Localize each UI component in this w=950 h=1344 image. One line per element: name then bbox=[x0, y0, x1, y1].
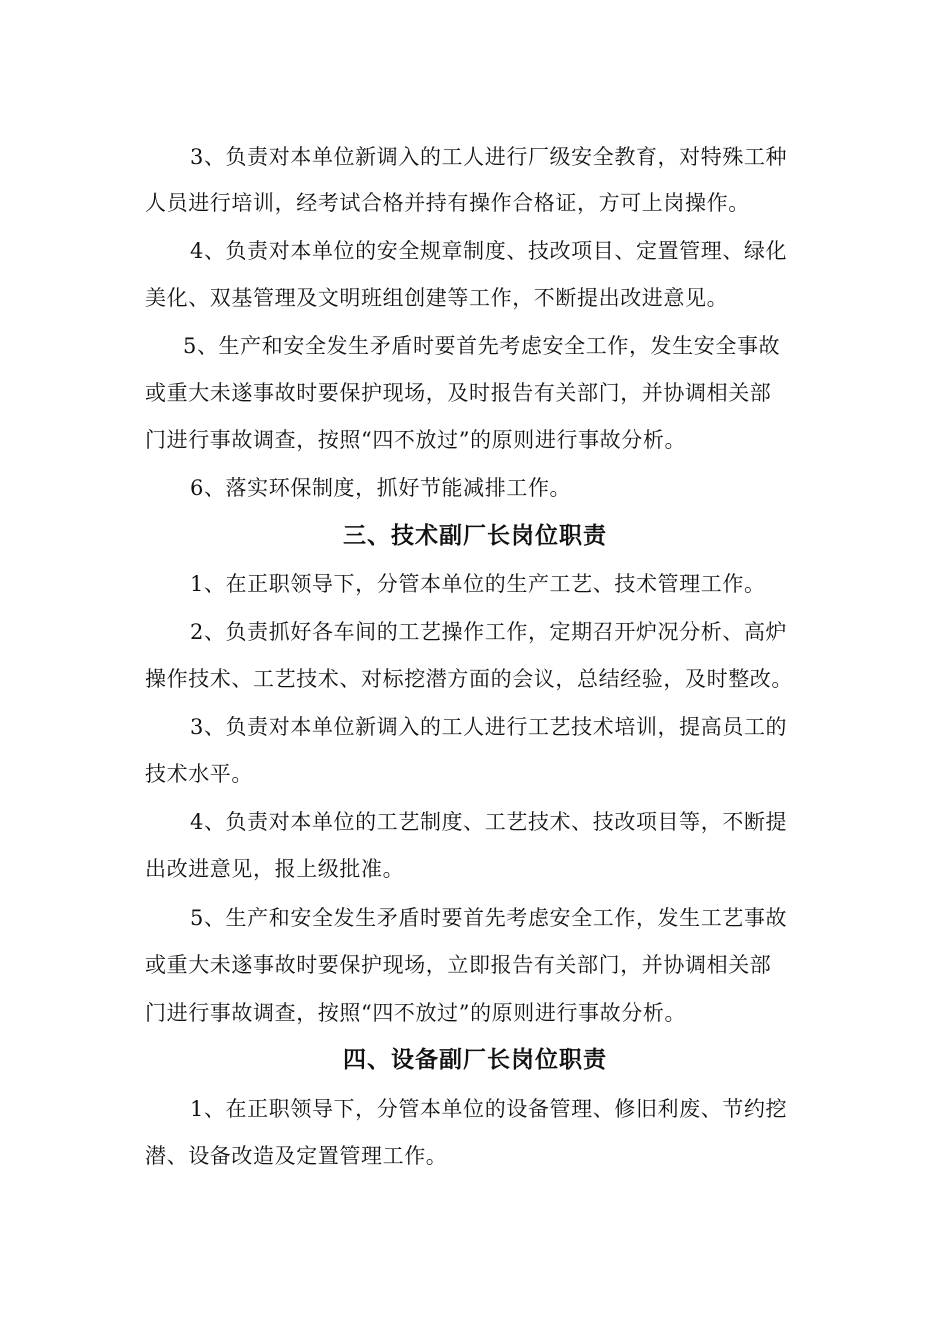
paragraph-line: 4、负责对本单位的工艺制度、工艺技术、技改项目等，不断提 bbox=[190, 810, 788, 834]
paragraph-line: 4、负责对本单位的安全规章制度、技改项目、定置管理、绿化 bbox=[190, 239, 788, 263]
paragraph-line: 出改进意见，报上级批准。 bbox=[145, 857, 405, 881]
paragraph-line: 5、生产和安全发生矛盾时要首先考虑安全工作，发生安全事故 bbox=[183, 334, 781, 358]
section-heading: 四、设备副厂长岗位职责 bbox=[343, 1046, 607, 1073]
paragraph-line: 5、生产和安全发生矛盾时要首先考虑安全工作，发生工艺事故 bbox=[190, 906, 788, 930]
paragraph-line: 潜、设备改造及定置管理工作。 bbox=[145, 1144, 448, 1168]
paragraph-line: 门进行事故调查，按照“四不放过”的原则进行事故分析。 bbox=[145, 1001, 687, 1025]
paragraph-line: 人员进行培训，经考试合格并持有操作合格证，方可上岗操作。 bbox=[145, 191, 750, 215]
paragraph-line: 1、在正职领导下，分管本单位的设备管理、修旧利废、节约挖 bbox=[190, 1097, 788, 1121]
paragraph-line: 门进行事故调查，按照“四不放过”的原则进行事故分析。 bbox=[145, 428, 687, 452]
paragraph-line: 美化、双基管理及文明班组创建等工作，不断提出改进意见。 bbox=[145, 286, 729, 310]
paragraph-line: 3、负责对本单位新调入的工人进行工艺技术培训，提高员工的 bbox=[190, 715, 788, 739]
paragraph-line: 6、落实环保制度，抓好节能减排工作。 bbox=[190, 476, 572, 500]
paragraph-line: 操作技术、工艺技术、对标挖潜方面的会议，总结经验，及时整改。 bbox=[145, 667, 793, 691]
paragraph-line: 或重大未遂事故时要保护现场，立即报告有关部门，并协调相关部 bbox=[145, 953, 772, 977]
section-heading: 三、技术副厂长岗位职责 bbox=[343, 522, 607, 549]
paragraph-line: 或重大未遂事故时要保护现场，及时报告有关部门，并协调相关部 bbox=[145, 381, 772, 405]
paragraph-line: 技术水平。 bbox=[145, 762, 253, 786]
paragraph-line: 3、负责对本单位新调入的工人进行厂级安全教育，对特殊工种 bbox=[190, 145, 788, 169]
paragraph-line: 2、负责抓好各车间的工艺操作工作，定期召开炉况分析、高炉 bbox=[190, 620, 788, 644]
paragraph-line: 1、在正职领导下，分管本单位的生产工艺、技术管理工作。 bbox=[190, 572, 766, 596]
